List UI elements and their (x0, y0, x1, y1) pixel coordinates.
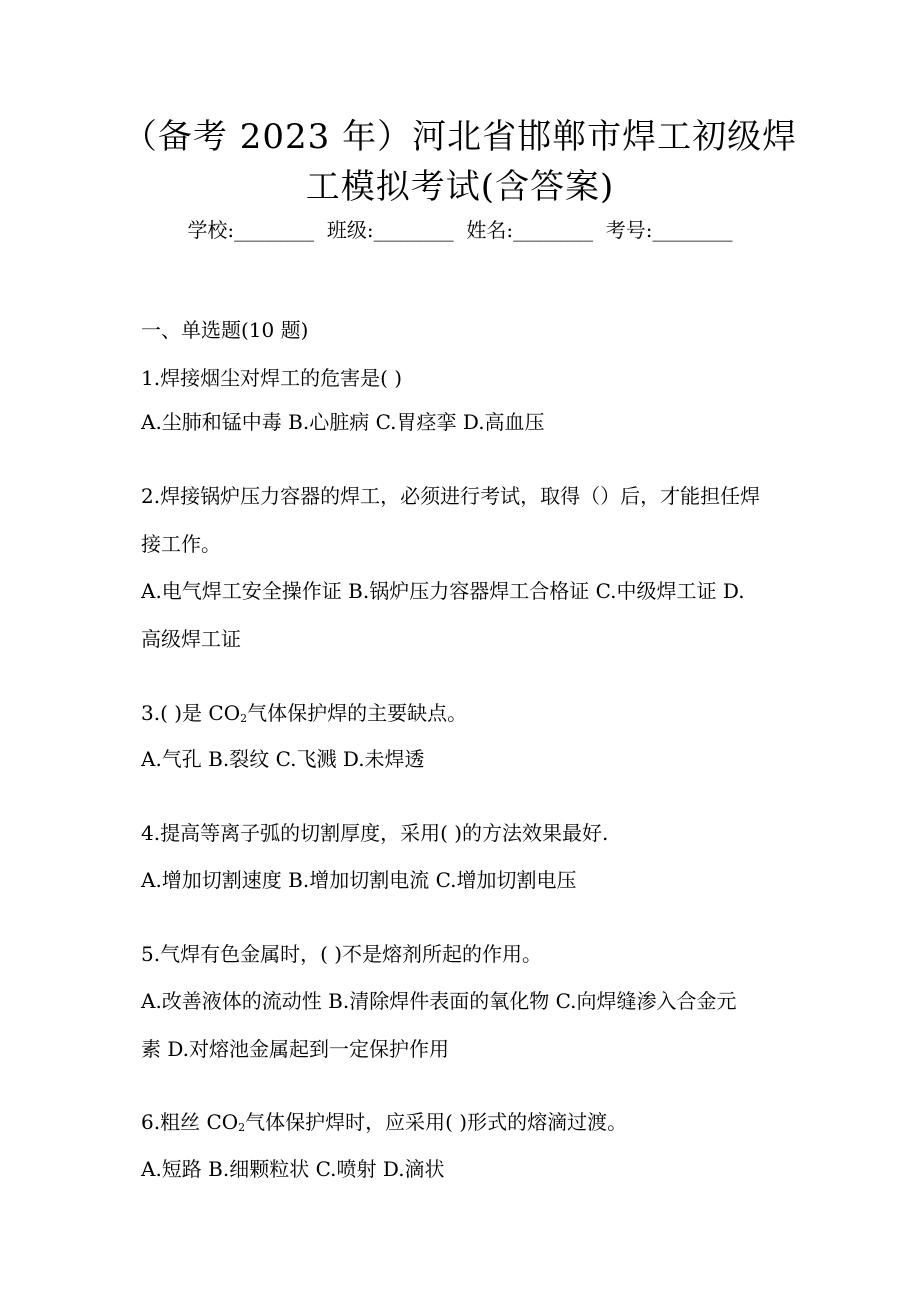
question-5-options: A.改善液体的流动性 B.清除焊件表面的氧化物 C.向焊缝渗入合金元 (141, 989, 737, 1013)
section-heading: 一、单选题(10 题) (141, 318, 309, 342)
question-2-stem-cont: 接工作。 (141, 532, 221, 556)
title-line-2: 工模拟考试(含答案) (305, 167, 615, 207)
question-4-options: A.增加切割速度 B.增加切割电流 C.增加切割电压 (141, 868, 577, 892)
question-6-stem-post: 气体保护焊时，应采用( )形式的熔滴过渡。 (245, 1110, 628, 1134)
title-line-1: （备考 2023 年）河北省邯郸市焊工初级焊 (122, 117, 798, 157)
question-3-options: A.气孔 B.裂纹 C.飞溅 D.未焊透 (141, 747, 425, 771)
question-1-options: A.尘肺和锰中毒 B.心脏病 C.胃痉挛 D.高血压 (141, 410, 545, 434)
question-2-options-cont: 高级焊工证 (141, 627, 241, 651)
question-5-stem: 5.气焊有色金属时，( )不是熔剂所起的作用。 (141, 942, 543, 966)
student-info-fields: 学校:________ 班级:________ 姓名:________ 考号:________ (187, 218, 733, 242)
question-6-options: A.短路 B.细颗粒状 C.喷射 D.滴状 (141, 1157, 445, 1181)
question-3-subscript: 2 (240, 712, 248, 725)
question-3-stem (141, 699, 791, 727)
question-6-subscript: 2 (238, 1121, 246, 1134)
question-3-stem-post: 气体保护焊的主要缺点。 (247, 701, 468, 725)
question-2-options: A.电气焊工安全操作证 B.锅炉压力容器焊工合格证 C.中级焊工证 D. (141, 579, 745, 603)
question-6-stem-pre: 6.粗丝 CO (141, 1110, 239, 1134)
question-6-stem (141, 1108, 791, 1136)
question-3-stem-pre: 3.( )是 CO (141, 701, 241, 725)
question-4-stem: 4.提高等离子弧的切割厚度，采用( )的方法效果最好. (141, 821, 609, 845)
question-1-stem: 1.焊接烟尘对焊工的危害是( ) (141, 366, 403, 390)
question-2-stem: 2.焊接锅炉压力容器的焊工，必须进行考试，取得（）后，才能担任焊 (141, 484, 761, 508)
question-5-options-cont: 素 D.对熔池金属起到一定保护作用 (141, 1037, 450, 1061)
